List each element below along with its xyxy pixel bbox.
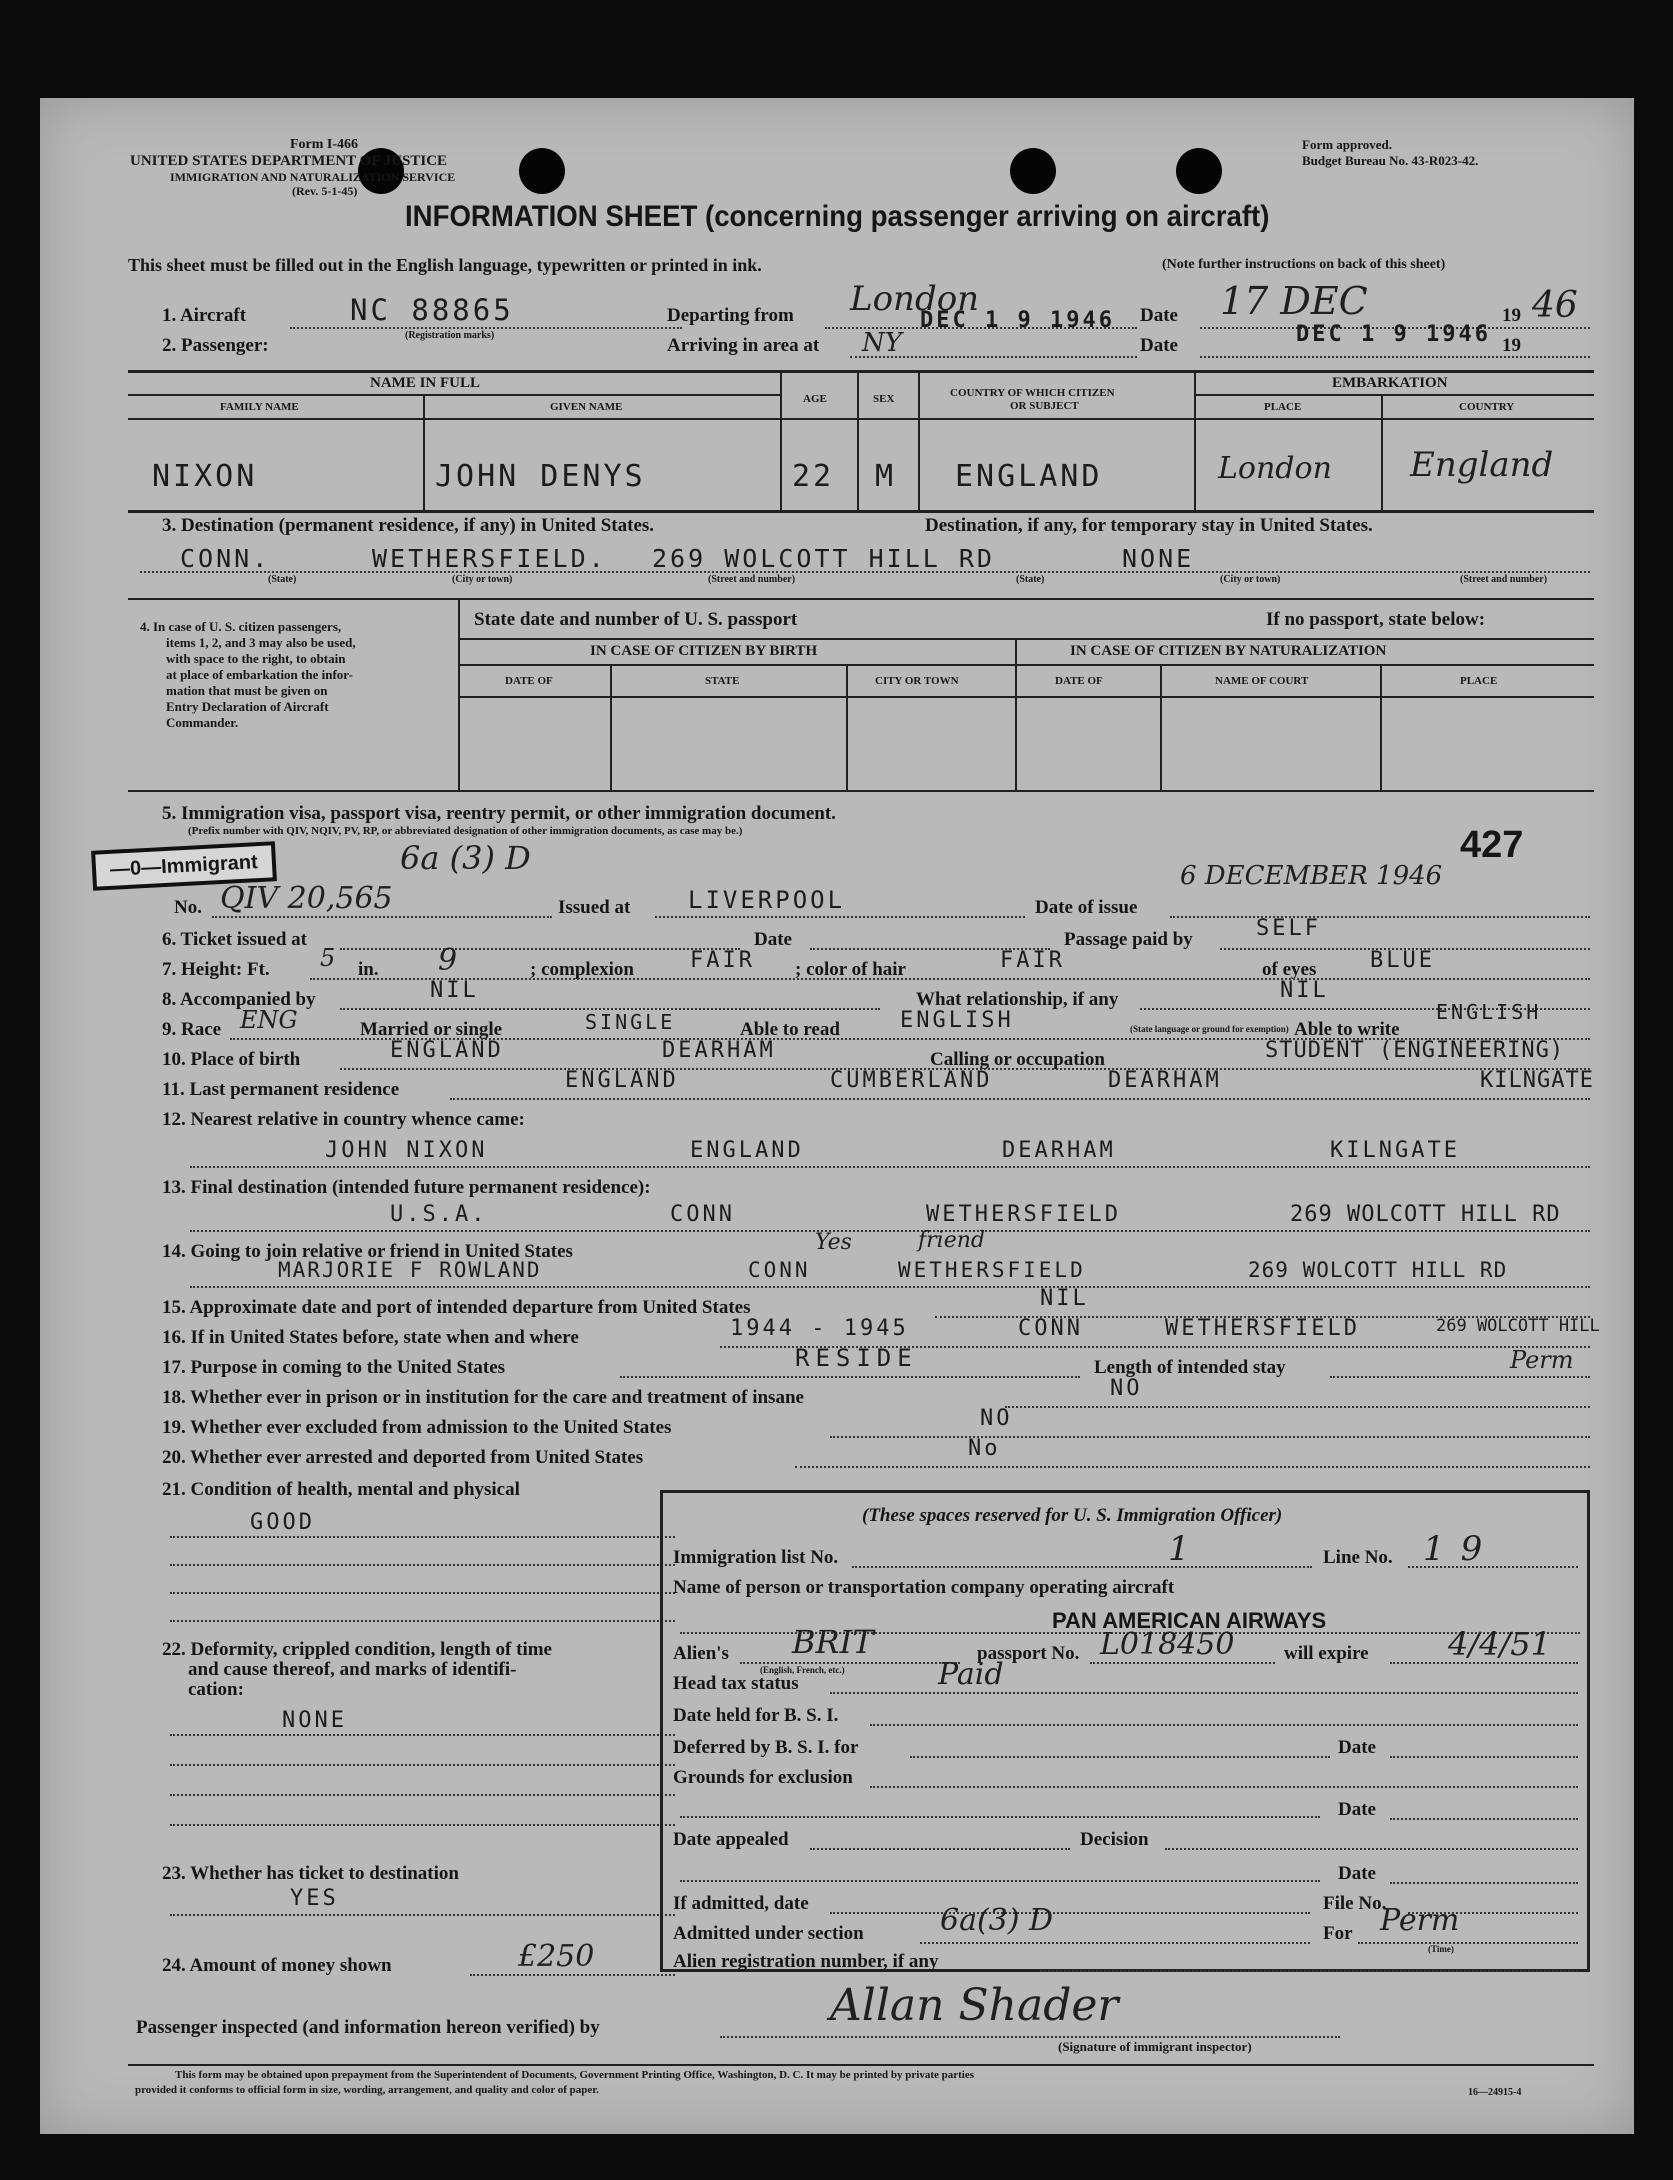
form-number: Form I-466 [290,137,359,152]
date-held-label: Date held for B. S. I. [673,1705,839,1726]
final-street: 269 WOLCOTT HILL RD [1290,1202,1561,1227]
form-title: INFORMATION SHEET (concerning passenger arriving on aircraft) [405,200,1270,233]
purpose-value: RESIDE [795,1344,918,1372]
citizen-note: at place of embarkation the infor- [166,667,353,682]
accompanied-label: 8. Accompanied by [162,989,316,1010]
passport-no-value: L018450 [1100,1627,1235,1662]
visa-section-note: 6a (3) D [400,839,531,877]
immigration-list-value: 1 [1168,1529,1190,1569]
destination-state: CONN. [180,544,271,573]
relative-country: ENGLAND [690,1138,804,1163]
eye-color-label: of eyes [1262,959,1317,980]
head-tax-label: Head tax status [673,1673,799,1694]
caption-state: (State) [268,574,297,585]
previous-visit-city: WETHERSFIELD [1165,1316,1360,1341]
intended-stay-value: Perm [1510,1346,1574,1374]
budget-bureau-line: Budget Bureau No. 43-R023-42. [1302,153,1479,168]
arrested-value: No [968,1436,1001,1461]
visa-big-number: 427 [1460,824,1524,866]
immigration-list-label: Immigration list No. [673,1547,839,1568]
no-passport-label: If no passport, state below: [1266,609,1486,630]
department-line: UNITED STATES DEPARTMENT OF JUSTICE [130,153,448,169]
embarkation-header: EMBARKATION [1332,375,1448,391]
country-header-1: COUNTRY OF WHICH CITIZEN [950,387,1115,399]
money-label: 24. Amount of money shown [162,1955,392,1976]
height-label: 7. Height: Ft. [162,959,270,980]
complexion-label: ; complexion [530,959,634,980]
married-label: Married or single [360,1019,503,1040]
family-name-value: NIXON [152,459,258,494]
signature-caption: (Signature of immigrant inspector) [1058,2039,1252,2054]
date-appealed-label: Date appealed [673,1829,789,1850]
sex-header: SEX [873,393,895,405]
date-label-1: Date [1140,305,1178,326]
final-destination-label: 13. Final destination (intended future permanent residence): [162,1177,651,1198]
deferred-date-label: Date [1338,1737,1376,1758]
citizen-by-birth-header: IN CASE OF CITIZEN BY BIRTH [590,643,818,659]
alien-nationality-value: BRIT [792,1623,874,1661]
intended-stay-label: Length of intended stay [1094,1357,1286,1378]
grounds-label: Grounds for exclusion [673,1767,853,1788]
place-header: PLACE [1264,401,1302,413]
caption-temp-street: (Street and number) [1460,574,1548,585]
alien-registration-label: Alien registration number, if any [673,1951,939,1972]
join-relative-label: 14. Going to join relative or friend in United States [162,1241,573,1262]
year-prefix-2: 19 [1502,335,1521,356]
alien-caption: (English, French, etc.) [760,1665,845,1675]
citizen-note: mation that must be given on [166,683,328,698]
given-name-header: GIVEN NAME [550,401,623,413]
admitted-section-value: 6a(3) D [940,1903,1054,1938]
last-residence-city: DEARHAM [1108,1068,1222,1093]
departing-label: Departing from [667,305,794,326]
last-residence-country: ENGLAND [565,1068,679,1093]
date-label-2: Date [1140,335,1178,356]
accompanied-value: NIL [430,978,479,1003]
hair-color-value: FAIR [1000,948,1065,973]
passage-paid-label: Passage paid by [1064,929,1193,950]
birth-date-header: DATE OF [505,675,553,687]
date-stamp-2: DEC 1 9 1946 [1296,322,1491,347]
arriving-label: Arriving in area at [667,335,820,356]
issued-at-value: LIVERPOOL [688,886,846,914]
issued-at-label: Issued at [558,897,631,918]
temp-destination-state: NONE [1122,544,1195,573]
year-prefix-1: 19 [1502,305,1521,326]
name-in-full-header: NAME IN FULL [370,375,481,391]
final-country: U.S.A. [390,1202,488,1227]
health-value: GOOD [250,1510,315,1535]
operator-value: PAN AMERICAN AIRWAYS [1052,1608,1327,1633]
visa-no-value: QIV 20,565 [220,881,393,916]
deferred-label: Deferred by B. S. I. for [673,1737,859,1758]
operator-label: Name of person or transportation company operating aircraft [673,1577,1175,1598]
eye-color-value: BLUE [1370,948,1435,973]
deformity-label-2: and cause thereof, and marks of identifi- [188,1659,517,1680]
deformity-label: 22. Deformity, crippled condition, length of time [162,1639,552,1660]
citizen-note: items 1, 2, and 3 may also be used, [166,635,356,650]
hair-color-label: ; color of hair [795,959,906,980]
aircraft-value: NC 88865 [350,293,514,327]
citizen-note: 4. In case of U. S. citizen passengers, [140,619,342,634]
head-tax-value: Paid [938,1657,1004,1692]
inspector-signature: Allan Shader [830,1980,1119,2031]
read-value: ENGLISH [900,1008,1014,1033]
inspected-label: Passenger inspected (and information hereon verified) by [136,2017,600,2038]
prison-label: 18. Whether ever in prison or in institution for the care and treatment of insane [162,1387,804,1408]
instruction-line: This sheet must be filled out in the English language, typewritten or printed in ink. [128,255,762,275]
race-value: ENG [240,1006,298,1034]
admitted-date-label: If admitted, date [673,1893,809,1914]
read-label: Able to read [740,1019,840,1040]
last-residence-street: KILNGATE [1480,1068,1594,1093]
citizen-note: Entry Declaration of Aircraft [166,699,329,714]
age-value: 22 [792,459,835,494]
relative-city: DEARHAM [1002,1138,1116,1163]
citizen-by-naturalization-header: IN CASE OF CITIZEN BY NATURALIZATION [1070,643,1387,659]
caption-temp-state: (State) [1016,574,1045,585]
print-code: 16—24915-4 [1468,2087,1522,2098]
join-street: 269 WOLCOTT HILL RD [1248,1258,1508,1282]
fine-print-1: This form may be obtained upon prepayment from the Superintendent of Documents, Government Printing Office, Washington, D. C. It may be printed by private parties [175,2069,975,2081]
punch-hole [1010,148,1056,194]
punch-hole [519,148,565,194]
birth-city-header: CITY OR TOWN [875,675,959,687]
given-name-value: JOHN DENYS [435,459,646,494]
departing-value: London [850,279,980,319]
last-residence-label: 11. Last permanent residence [162,1079,400,1100]
height-in-value: 9 [438,943,458,978]
admitted-section-label: Admitted under section [673,1923,864,1944]
final-state: CONN [670,1202,735,1227]
previous-visit-years: 1944 - 1945 [730,1316,909,1341]
birthplace-city: DEARHAM [662,1038,776,1063]
country-header-2: OR SUBJECT [1010,400,1079,412]
join-state: CONN [748,1258,811,1282]
visa-label: 5. Immigration visa, passport visa, reentry permit, or other immigration document. [162,803,836,824]
grounds-date-label: Date [1338,1799,1376,1820]
nearest-relative-label: 12. Nearest relative in country whence came: [162,1109,525,1130]
passenger-label: 2. Passenger: [162,335,269,356]
for-label: For [1323,1923,1353,1944]
final-city: WETHERSFIELD [926,1202,1121,1227]
nat-date-header: DATE OF [1055,675,1103,687]
for-value: Perm [1380,1903,1460,1938]
immigrant-stamp: —0—Immigrant [91,841,277,891]
note-line: (Note further instructions on back of this sheet) [1162,257,1446,272]
excluded-label: 19. Whether ever excluded from admission to the United States [162,1417,672,1438]
passport-no-label: passport No. [977,1643,1080,1664]
departure-value: NIL [1040,1286,1089,1311]
age-header: AGE [803,393,827,405]
relative-name: JOHN NIXON [325,1138,488,1163]
visa-sub-label: (Prefix number with QIV, NQIV, PV, RP, or abbreviated designation of other immigration documents, as case may be.) [188,825,743,837]
service-line: IMMIGRATION AND NATURALIZATION SERVICE [170,170,456,184]
destination-street: 269 WOLCOTT HILL RD [652,544,995,573]
race-label: 9. Race [162,1019,222,1040]
year-value-1: 46 [1532,285,1578,326]
line-no-label: Line No. [1323,1547,1393,1568]
write-value: ENGLISH [1436,1000,1542,1024]
decision-date-label: Date [1338,1863,1376,1884]
birthplace-country: ENGLAND [390,1038,504,1063]
temp-destination-label: Destination, if any, for temporary stay in United States. [925,515,1373,536]
family-name-header: FAMILY NAME [220,401,299,413]
height-ft-value: 5 [320,944,336,972]
us-passport-label: State date and number of U. S. passport [474,609,798,630]
sex-value: M [875,459,897,494]
destination-city: WETHERSFIELD. [372,544,607,573]
previous-visit-state: CONN [1018,1316,1083,1341]
time-caption: (Time) [1428,1944,1454,1954]
caption-street: (Street and number) [708,574,796,585]
nat-court-header: NAME OF COURT [1215,675,1309,687]
expire-value: 4/4/51 [1448,1625,1551,1663]
join-yes-value: Yes [815,1230,852,1255]
join-name: MARJORIE F ROWLAND [278,1258,542,1282]
departure-label: 15. Approximate date and port of intended departure from United States [162,1297,751,1318]
country-col-header: COUNTRY [1459,401,1515,413]
officer-box-heading: (These spaces reserved for U. S. Immigration Officer) [862,1505,1283,1526]
previous-visit-street: 269 WOLCOTT HILL [1436,1316,1600,1336]
ticket-destination-value: YES [290,1886,339,1911]
purpose-label: 17. Purpose in coming to the United States [162,1357,506,1378]
last-residence-state: CUMBERLAND [830,1068,993,1093]
calling-value: STUDENT (ENGINEERING) [1265,1038,1565,1063]
expire-label: will expire [1284,1643,1369,1664]
relative-street: KILNGATE [1330,1138,1460,1163]
excluded-value: NO [980,1406,1013,1431]
citizen-note: Commander. [166,715,239,730]
aircraft-label: 1. Aircraft [162,305,247,326]
visa-no-label: No. [174,897,202,918]
birth-state-header: STATE [705,675,740,687]
arriving-value: NY [862,328,902,358]
date-value-1: 17 DEC [1220,279,1368,323]
relationship-label: What relationship, if any [916,989,1119,1010]
file-no-label: File No. [1323,1893,1387,1914]
prison-value: NO [1110,1376,1143,1401]
punch-hole [1176,148,1222,194]
height-in-label: in. [358,959,379,980]
alien-label: Alien's [673,1643,729,1664]
money-value: £250 [518,1939,595,1974]
relationship-value: NIL [1280,978,1329,1003]
join-city: WETHERSFIELD [898,1258,1086,1282]
join-relationship-value: friend [918,1228,985,1253]
caption-city: (City or town) [452,574,513,585]
health-label: 21. Condition of health, mental and physical [162,1479,520,1500]
date-of-issue-value: 6 DECEMBER 1946 [1180,861,1443,891]
date-of-issue-label: Date of issue [1035,897,1138,918]
complexion-value: FAIR [690,948,755,973]
caption-temp-city: (City or town) [1220,574,1281,585]
line-no-value: 19 [1423,1529,1499,1569]
birthplace-label: 10. Place of birth [162,1049,301,1070]
write-label: Able to write [1294,1019,1400,1040]
approval-line: Form approved. [1302,137,1393,152]
passage-paid-value: SELF [1256,916,1321,941]
married-value: SINGLE [585,1010,676,1034]
information-sheet-form [40,98,1634,2134]
embarkation-place-value: London [1218,451,1332,486]
fine-print-2: provided it conforms to official form in size, wording, arrangement, and quality and color of paper. [135,2084,599,2096]
registration-caption: (Registration marks) [405,330,495,341]
departing-stamp: DEC 1 9 1946 [920,308,1115,333]
read-caption: (State language or ground for exemption) [1130,1024,1289,1034]
ticket-destination-label: 23. Whether has ticket to destination [162,1863,459,1884]
citizen-note: with space to the right, to obtain [166,651,346,666]
embarkation-country-value: England [1410,445,1554,485]
citizenship-value: ENGLAND [955,459,1103,494]
deformity-value: NONE [282,1708,347,1733]
deformity-label-3: cation: [188,1679,244,1700]
arrested-label: 20. Whether ever arrested and deported from United States [162,1447,644,1468]
previous-visit-label: 16. If in United States before, state when and where [162,1327,579,1348]
destination-label: 3. Destination (permanent residence, if any) in United States. [162,515,655,536]
ticket-issued-label: 6. Ticket issued at [162,929,307,950]
decision-label: Decision [1080,1829,1149,1850]
ticket-date-label: Date [754,929,792,950]
revision-line: (Rev. 5-1-45) [292,184,358,198]
nat-place-header: PLACE [1460,675,1498,687]
calling-label: Calling or occupation [930,1049,1105,1070]
